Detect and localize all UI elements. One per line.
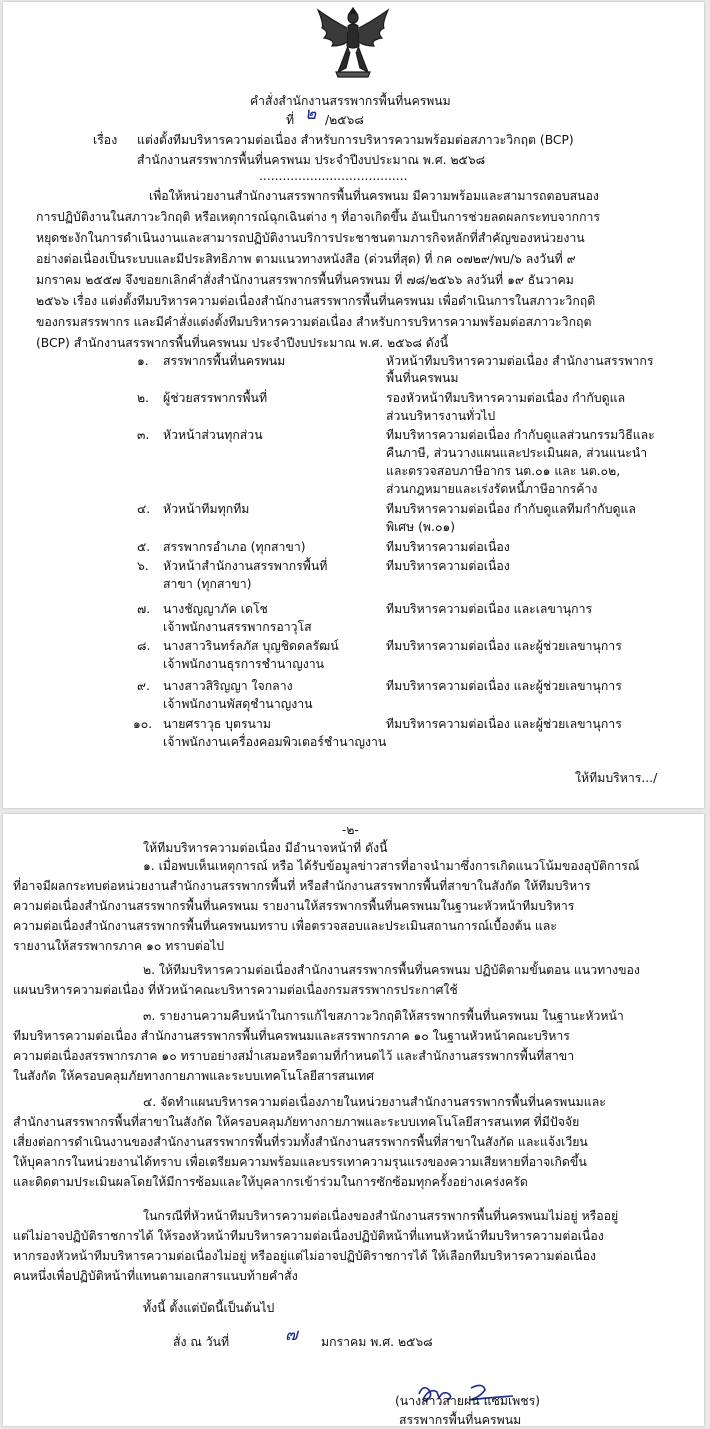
member-name: นายศราวุธ บุตรนาม: [163, 717, 271, 731]
order-title: คำสั่งสำนักงานสรรพากรพื้นที่นครพนม: [250, 94, 451, 108]
paragraph-line: ในกรณีที่หัวหน้าทีมบริหารความต่อเนื่องของสำนักงานสรรพากรพื้นที่นครพนมไม่อยู่ หรืออยู่: [143, 1209, 619, 1223]
member-role: รองหัวหน้าทีมบริหารความต่อเนื่อง กำกับดูแล: [386, 391, 626, 405]
member-role: ทีมบริหารความต่อเนื่อง: [386, 540, 510, 554]
member-name: หัวหน้าสำนักงานสรรพากรพื้นที่: [163, 559, 328, 573]
order-date-day-handwritten: ๗: [285, 1325, 298, 1345]
intro-line: มกราคม ๒๕๕๗ จึงขอยกเลิกคำสั่งสำนักงานสรรพากรพื้นที่นครพนม ที่ ๗๘/๒๕๖๖ ลงวันที่ ๑๙ ธันวาคม: [36, 273, 574, 287]
subject-line-2: สำนักงานสรรพากรพื้นที่นครพนม ประจำปีงบประมาณ พ.ศ. ๒๕๖๘: [137, 153, 486, 167]
paragraph-line: ๒. ให้ทีมบริหารความต่อเนื่องสำนักงานสรรพากรพื้นที่นครพนม ปฏิบัติตามขั้นตอน แนวทางของ: [143, 963, 640, 977]
paragraph-line: และติดตามประเมินผลโดยให้มีการซ้อมและให้บุคลากรเข้าร่วมในการซักซ้อมทุกครั้งอย่างเคร่งครัด: [13, 1175, 528, 1189]
member-name: นางชัญญาภัค เดโช: [163, 602, 268, 616]
page-number: -๒-: [341, 823, 359, 837]
effective-statement: ทั้งนี้ ตั้งแต่บัดนี้เป็นต้นไป: [143, 1301, 275, 1315]
intro-line: ของกรมสรรพากร และมีคำสั่งแต่งตั้งทีมบริหารความต่อเนื่อง สำหรับการบริหารความพร้อมต่อสภาวะวิกฤต: [36, 315, 592, 329]
duties-heading: ให้ทีมบริหารความต่อเนื่อง มีอำนาจหน้าที่ ดังนี้: [143, 841, 388, 855]
paragraph-line: ทีมบริหารความต่อเนื่อง สำนักงานสรรพากรพื้นที่นครพนมและสรรพากรภาค ๑๐ ในฐานหัวหน้าคณะบริหาร: [13, 1029, 570, 1043]
item-number: ๓.: [137, 428, 150, 442]
member-role: พื้นที่นครพนม: [386, 371, 459, 385]
order-date-suffix: มกราคม พ.ศ. ๒๕๖๘: [321, 1335, 433, 1349]
intro-line: (BCP) สำนักงานสรรพากรพื้นที่นครพนม ประจำปีงบประมาณ พ.ศ. ๒๕๖๘ ดังนี้: [36, 336, 449, 350]
member-name: หัวหน้าทีมทุกทีม: [163, 502, 250, 516]
member-role: คืนภาษี, ส่วนวางแผนและประเมินผล, ส่วนแนะนำ: [386, 446, 648, 460]
paragraph-line: แต่ไม่อาจปฏิบัติราชการได้ ให้รองหัวหน้าทีมบริหารความต่อเนื่องปฏิบัติหน้าที่แทนหัวหน้าทีมบริหารความต่อเนื่อง: [13, 1229, 604, 1243]
item-number: ๑.: [137, 354, 149, 368]
subject-label: เรื่อง: [93, 133, 118, 147]
order-number-suffix: /๒๕๖๘: [325, 113, 364, 127]
member-role: พิเศษ (พ.๐๑): [386, 520, 456, 534]
garuda-emblem-icon: [312, 2, 394, 80]
member-role: ทีมบริหารความต่อเนื่อง: [386, 559, 510, 573]
signer-title: สรรพากรพื้นที่นครพนม: [399, 1413, 522, 1427]
member-role: ส่วนกฎหมายและเร่งรัดหนี้ภาษีอากรค้าง: [386, 482, 598, 496]
paragraph-line: ที่อาจมีผลกระทบต่อหน่วยงานสำนักงานสรรพากรพื้นที่ หรือสำนักงานสรรพากรพื้นที่สาขาในสังกัด ให้ทีมบริหาร: [13, 879, 591, 893]
paragraph-line: ให้บุคลากรในหน่วยงานได้ทราบ เพื่อเตรียมความพร้อมและบรรเทาความรุนแรงของความเสียหายที่อาจเกิดขึ้น: [13, 1155, 587, 1169]
separator-dots: ......................................: [259, 169, 408, 183]
intro-line: เพื่อให้หน่วยงานสำนักงานสรรพากรพื้นที่นครพนม มีความพร้อมและสามารถตอบสนอง: [149, 189, 599, 203]
document-page-2: [3, 814, 704, 1426]
paragraph-line: แผนบริหารความต่อเนื่อง ที่หัวหน้าคณะบริหารความต่อเนื่องกรมสรรพากรประกาศใช้: [13, 983, 458, 997]
item-number: ๙.: [137, 679, 150, 693]
signer-name: (นางสาวสายฝน แซมเพชร): [395, 1394, 540, 1408]
member-name: สรรพากรอำเภอ (ทุกสาขา): [163, 540, 306, 554]
item-number: ๘.: [137, 639, 151, 653]
paragraph-line: คนหนึ่งเพื่อปฏิบัติหน้าที่แทนตามเอกสารแนบท้ายคำสั่ง: [13, 1269, 298, 1283]
item-number: ๖.: [137, 559, 149, 573]
member-position: เจ้าพนักงานธุรการชำนาญงาน: [163, 657, 325, 671]
member-position: เจ้าพนักงานพัสดุชำนาญงาน: [163, 697, 313, 711]
member-role: ทีมบริหารความต่อเนื่อง กำกับดูแลส่วนกรรมวิธีและ: [386, 428, 655, 442]
item-number: ๗.: [137, 602, 151, 616]
member-name: นางสาวรินทร์ลภัส บุญชิดดลรัฒน์: [163, 639, 339, 653]
member-role: ส่วนบริหารงานทั่วไป: [386, 409, 496, 423]
continuation-marker: ให้ทีมบริหาร.../: [575, 771, 658, 785]
member-role: ทีมบริหารความต่อเนื่อง และผู้ช่วยเลขานุการ: [386, 639, 622, 653]
item-number: ๕.: [137, 540, 151, 554]
paragraph-line: ๔. จัดทำแผนบริหารความต่อเนื่องภายในหน่วยงานสำนักงานสรรพากรพื้นที่นครพนมและ: [143, 1095, 606, 1109]
member-role: ทีมบริหารความต่อเนื่อง และเลขานุการ: [386, 602, 593, 616]
intro-line: ๒๕๖๖ เรื่อง แต่งตั้งทีมบริหารความต่อเนื่องสำนักงานสรรพากรพื้นที่นครพนม เพื่อดำเนินการในสภาวะวิกฤติ: [36, 294, 596, 308]
member-name: หัวหน้าส่วนทุกส่วน: [163, 428, 263, 442]
paragraph-line: ความต่อเนื่องสำนักงานสรรพากรพื้นที่นครพนม รายงานให้สรรพากรพื้นที่นครพนมในฐานะหัวหน้าทีมบริหาร: [13, 899, 575, 913]
paragraph-line: ๑. เมื่อพบเห็นเหตุการณ์ หรือ ได้รับข้อมูลข่าวสารที่อาจนำมาซึ่งการเกิดแนวโน้มของอุบัติการณ์: [143, 859, 640, 873]
document-page-1: [3, 2, 704, 808]
order-date-prefix: สั่ง ณ วันที่: [173, 1335, 230, 1349]
item-number: ๔.: [137, 502, 151, 516]
order-number-prefix: ที่: [286, 113, 295, 127]
member-name: นางสาวสิริญญา ใจกลาง: [163, 679, 293, 693]
intro-line: หยุดชะงักในการดำเนินงานและสามารถปฏิบัติงานบริการประชาชนตามภารกิจหลักที่สำคัญของหน่วยงาน: [36, 231, 585, 245]
paragraph-line: สำนักงานสรรพากรพื้นที่สาขาในสังกัด ให้ครอบคลุมภัยทางกายภาพและระบบเทคโนโลยีสารสนเทศ ที่มีปัจจัย: [13, 1115, 580, 1129]
paragraph-line: ความต่อเนื่องสำนักงานสรรพากรพื้นที่นครพนมทราบ เพื่อตรวจสอบและประเมินสถานการณ์เบื้องต้น และ: [13, 919, 557, 933]
paragraph-line: รายงานให้สรรพากรภาค ๑๐ ทราบต่อไป: [13, 939, 225, 953]
paragraph-line: เสี่ยงต่อการดำเนินงานของสำนักงานสรรพากรพื้นที่รวมทั้งสำนักงานสรรพากรพื้นที่สาขาในสังกัด และแจ้งเวียน: [13, 1135, 588, 1149]
member-role: ทีมบริหารความต่อเนื่อง และผู้ช่วยเลขานุการ: [386, 679, 622, 693]
intro-line: การปฏิบัติงานในสภาวะวิกฤติ หรือเหตุการณ์ฉุกเฉินต่าง ๆ ที่อาจเกิดขึ้น อันเป็นการช่วยลดผลกระทบจากการ: [36, 210, 601, 224]
member-role: ทีมบริหารความต่อเนื่อง กำกับดูแลทีมกำกับดูแล: [386, 502, 636, 516]
intro-line: อย่างต่อเนื่องเป็นระบบและมีประสิทธิภาพ ตามแนวทางหนังสือ (ด่วนที่สุด) ที่ กค ๐๗๒๙/พบ/๖ ลงวันที่ ๙: [36, 252, 576, 266]
item-number: ๑๐.: [133, 717, 153, 731]
member-position: เจ้าพนักงานเครื่องคอมพิวเตอร์ชำนาญงาน: [163, 735, 387, 749]
member-position: เจ้าพนักงานสรรพากรอาวุโส: [163, 620, 312, 634]
subject-line-1: แต่งตั้งทีมบริหารความต่อเนื่อง สำหรับการบริหารความพร้อมต่อสภาวะวิกฤต (BCP): [137, 133, 574, 147]
paragraph-line: ๓. รายงานความคืบหน้าในการแก้ไขสภาวะวิกฤติให้สรรพากรพื้นที่นครพนม ในฐานะหัวหน้า: [143, 1009, 624, 1023]
member-name: ผู้ช่วยสรรพากรพื้นที่: [163, 391, 268, 405]
member-role: หัวหน้าทีมบริหารความต่อเนื่อง สำนักงานสรรพากร: [386, 354, 654, 368]
item-number: ๒.: [137, 391, 150, 405]
paragraph-line: หากรองหัวหน้าทีมบริหารความต่อเนื่องไม่อยู่ หรืออยู่แต่ไม่อาจปฏิบัติราชการได้ ให้เลือกทีมบริหารความต่อเนื่อง: [13, 1249, 596, 1263]
member-role: ทีมบริหารความต่อเนื่อง และผู้ช่วยเลขานุการ: [386, 717, 622, 731]
paragraph-line: ในสังกัด ให้ครอบคลุมภัยทางกายภาพและระบบเทคโนโลยีสารสนเทศ: [13, 1069, 375, 1083]
member-name: สรรพากรพื้นที่นครพนม: [163, 354, 286, 368]
member-name: สาขา (ทุกสาขา): [163, 577, 252, 591]
paragraph-line: ความต่อเนื่องสรรพากรภาค ๑๐ ทราบอย่างสม่ำเสมอหรือตามที่กำหนดไว้ และสำนักงานสรรพากรพื้นที่สาขา: [13, 1049, 575, 1063]
order-number-handwritten: ๒: [305, 104, 317, 124]
member-role: และตรวจสอบภาษีอากร นต.๐๑ และ นต.๐๒,: [386, 464, 621, 478]
